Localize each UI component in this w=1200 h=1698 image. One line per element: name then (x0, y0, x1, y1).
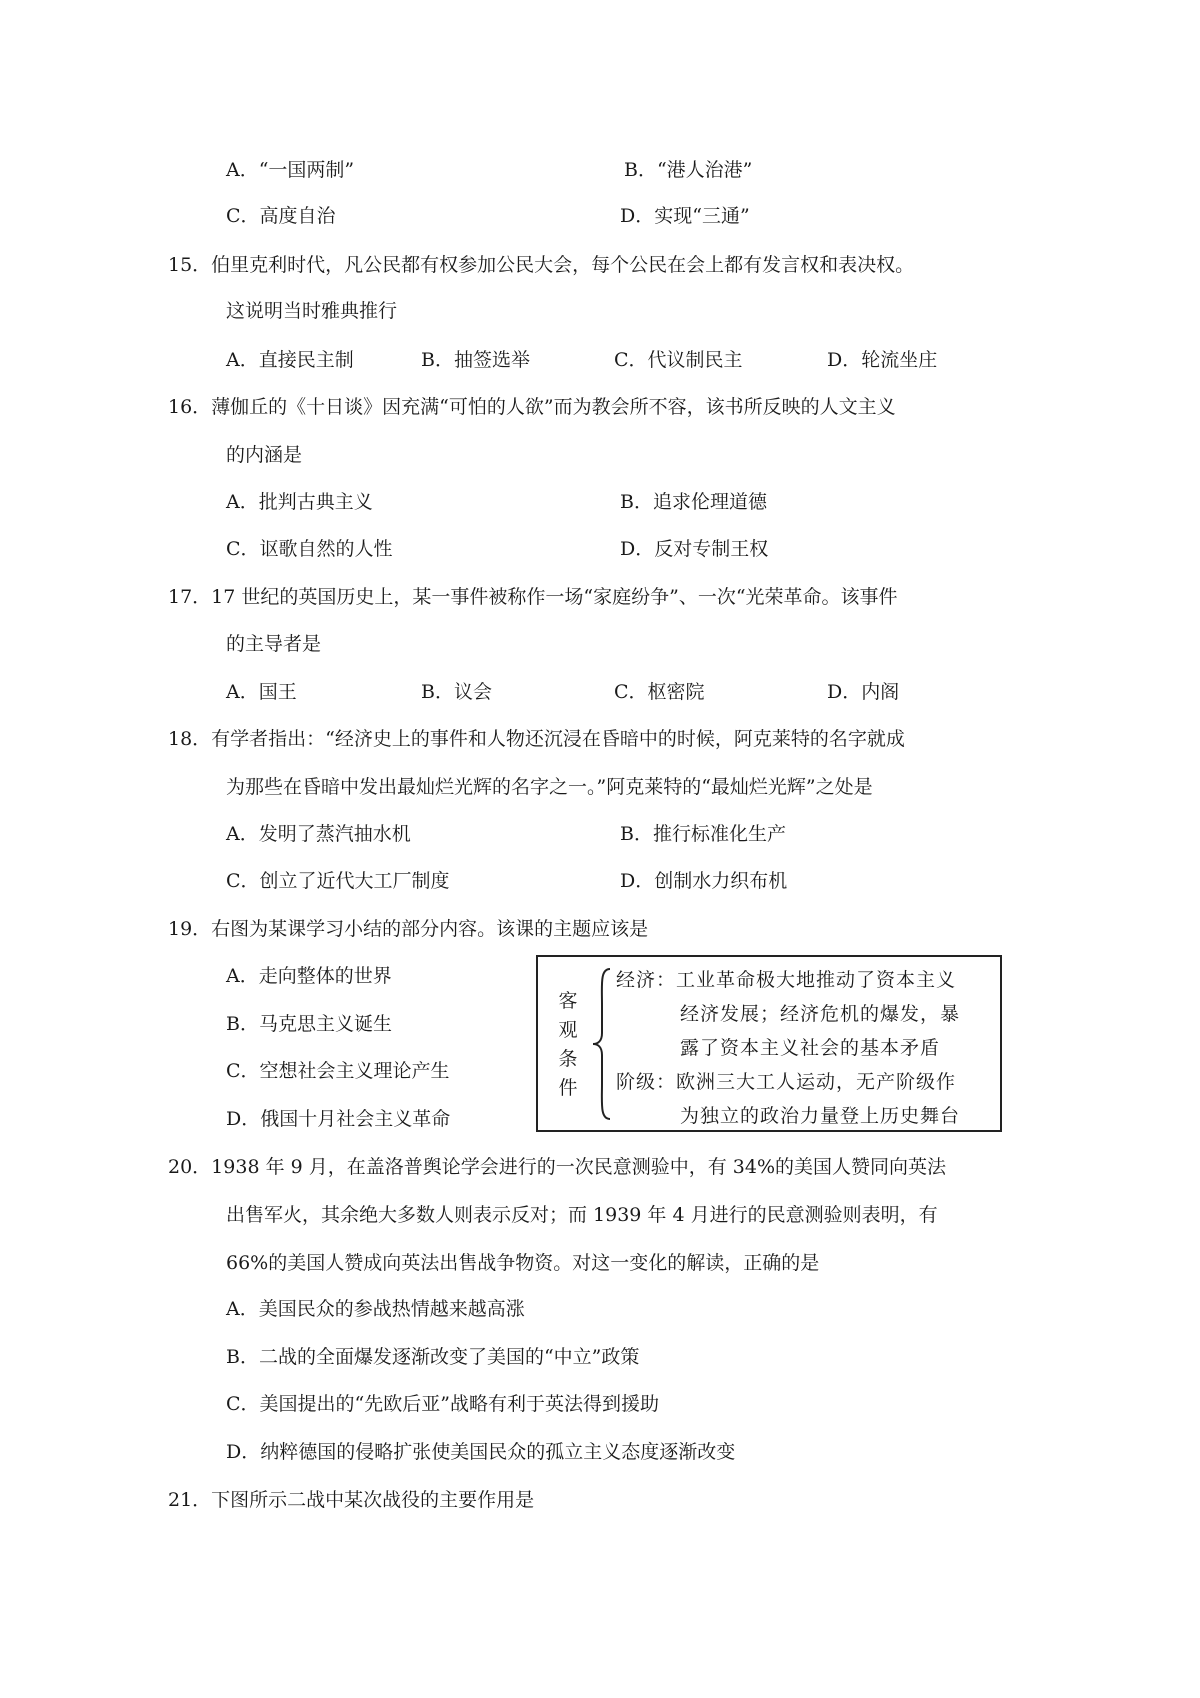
q20-option-d: D．纳粹德国的侵略扩张使美国民众的孤立主义态度逐渐改变 (226, 1441, 736, 1463)
q16-option-b: B．追求伦理道德 (620, 491, 767, 513)
q19-option-b: B．马克思主义诞生 (226, 1013, 392, 1035)
q20-option-c: C．美国提出的“先欧后亚”战略有利于英法得到援助 (226, 1393, 659, 1415)
side-char: 件 (558, 1077, 578, 1099)
q18-option-d: D．创制水力织布机 (620, 870, 788, 892)
q19-stem-line1: 19．右图为某课学习小结的部分内容。该课的主题应该是 (168, 918, 649, 940)
q15-option-c: C．代议制民主 (614, 349, 743, 371)
side-char: 条 (558, 1048, 578, 1070)
q16-stem-line2: 的内涵是 (226, 444, 303, 466)
figure-row-class: 阶级：欧洲三大工人运动，无产阶级作 (616, 1071, 957, 1093)
q20-stem-line3: 66%的美国人赞成向英法出售战争物资。对这一变化的解读，正确的是 (226, 1252, 820, 1274)
q15-stem-line2: 这说明当时雅典推行 (226, 300, 398, 322)
q14-option-d: D．实现“三通” (620, 205, 750, 227)
q19-option-c: C．空想社会主义理论产生 (226, 1060, 450, 1082)
figure-row-economy: 经济：工业革命极大地推动了资本主义 (616, 969, 957, 991)
q19-option-a: A．走向整体的世界 (226, 965, 392, 987)
side-char: 观 (558, 1019, 578, 1041)
q18-stem-line2: 为那些在昏暗中发出最灿烂光辉的名字之一。”阿克莱特的“最灿烂光辉”之处是 (226, 776, 873, 798)
q17-option-c: C．枢密院 (614, 681, 705, 703)
q20-option-b: B．二战的全面爆发逐渐改变了美国的“中立”政策 (226, 1346, 640, 1368)
q15-option-b: B．抽签选举 (421, 349, 530, 371)
side-char: 客 (558, 990, 578, 1012)
q20-stem-line1: 20．1938 年 9 月，在盖洛普舆论学会进行的一次民意测验中，有 34%的美国人赞同向英法 (168, 1156, 947, 1178)
q17-stem-line1: 17．17 世纪的英国历史上，某一事件被称作一场“家庭纷争”、一次“光荣革命。该事件 (168, 586, 898, 608)
q18-option-b: B．推行标准化生产 (620, 823, 786, 845)
q16-option-a: A．批判古典主义 (226, 491, 373, 513)
q15-stem-line1: 15．伯里克利时代，凡公民都有权参加公民大会，每个公民在会上都有发言权和表决权。 (168, 254, 915, 276)
q17-option-d: D．内阁 (827, 681, 900, 703)
q18-stem-line1: 18．有学者指出：“经济史上的事件和人物还沉浸在昏暗中的时候，阿克莱特的名字就成 (168, 728, 905, 750)
q18-option-c: C．创立了近代大工厂制度 (226, 870, 450, 892)
q16-stem-line1: 16．薄伽丘的《十日谈》因充满“可怕的人欲”而为教会所不容，该书所反映的人文主义 (168, 396, 896, 418)
q21-stem-line1: 21．下图所示二战中某次战役的主要作用是 (168, 1489, 535, 1511)
q19-summary-figure (536, 955, 1002, 1132)
q17-option-b: B．议会 (421, 681, 492, 703)
q17-stem-line2: 的主导者是 (226, 633, 322, 655)
q20-stem-line2: 出售军火，其余绝大多数人则表示反对；而 1939 年 4 月进行的民意测验则表明，有 (226, 1204, 938, 1226)
figure-side-label (558, 987, 578, 1103)
q14-option-a: A．“一国两制” (226, 159, 355, 181)
q18-option-a: A．发明了蒸汽抽水机 (226, 823, 411, 845)
q16-option-d: D．反对专制王权 (620, 538, 769, 560)
q14-option-c: C．高度自治 (226, 205, 336, 227)
q15-option-d: D．轮流坐庄 (827, 349, 938, 371)
figure-row-economy-cont: 露了资本主义社会的基本矛盾 (680, 1037, 941, 1059)
q15-option-a: A．直接民主制 (226, 349, 354, 371)
q17-option-a: A．国王 (226, 681, 297, 703)
figure-row-economy-cont: 经济发展；经济危机的爆发，暴 (680, 1003, 961, 1025)
q20-option-a: A．美国民众的参战热情越来越高涨 (226, 1298, 525, 1320)
curly-brace (590, 965, 612, 1123)
q19-option-d: D．俄国十月社会主义革命 (226, 1108, 451, 1130)
q16-option-c: C．讴歌自然的人性 (226, 538, 393, 560)
figure-row-class-cont: 为独立的政治力量登上历史舞台 (680, 1105, 961, 1127)
q14-option-b: B．“港人治港” (624, 159, 753, 181)
